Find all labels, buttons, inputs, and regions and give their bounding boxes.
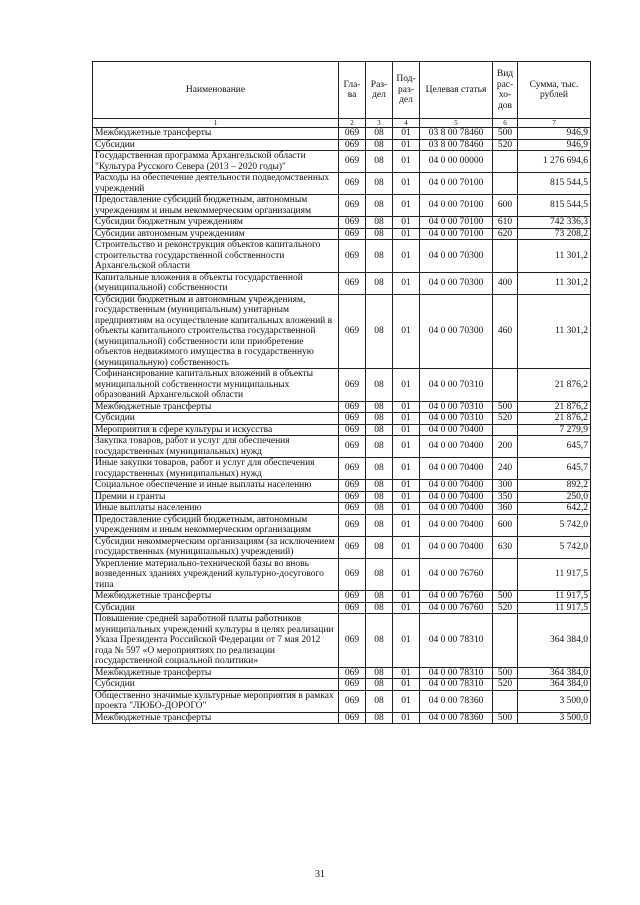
- cell-podrazdel: 01: [393, 591, 420, 603]
- cell-summa: 11 917,5: [518, 591, 591, 603]
- cell-razdel: 08: [366, 217, 393, 229]
- cell-razdel: 08: [366, 679, 393, 691]
- column-number: 7: [518, 119, 591, 128]
- cell-statya: 04 0 00 70100: [420, 228, 493, 240]
- cell-razdel: 08: [366, 272, 393, 294]
- cell-razdel: 08: [366, 480, 393, 492]
- cell-vid: 500: [493, 712, 518, 724]
- cell-podrazdel: 01: [393, 151, 420, 173]
- cell-glava: 069: [339, 480, 366, 492]
- table-row: [93, 128, 591, 140]
- table-row: [93, 667, 591, 679]
- cell-statya: 04 0 00 78360: [420, 690, 493, 712]
- cell-glava: 069: [339, 712, 366, 724]
- cell-podrazdel: 01: [393, 424, 420, 436]
- cell-glava: 069: [339, 228, 366, 240]
- header-statya: Целевая статья: [420, 62, 493, 119]
- budget-table-page: [92, 61, 590, 724]
- cell-podrazdel: 01: [393, 195, 420, 217]
- cell-name: Межбюджетные трансферты: [93, 712, 339, 724]
- cell-podrazdel: 01: [393, 503, 420, 515]
- cell-razdel: 08: [366, 458, 393, 480]
- table-row: [93, 217, 591, 229]
- cell-razdel: 08: [366, 614, 393, 668]
- table-row: [93, 195, 591, 217]
- table-row: [93, 228, 591, 240]
- cell-summa: 892,2: [518, 480, 591, 492]
- header-name: Наименование: [93, 62, 339, 119]
- header-glava: Гла-ва: [339, 62, 366, 119]
- cell-statya: 04 0 00 70310: [420, 369, 493, 402]
- table-header-row: [93, 62, 591, 119]
- cell-statya: 04 0 00 76760: [420, 602, 493, 614]
- cell-podrazdel: 01: [393, 667, 420, 679]
- cell-summa: 364 384,0: [518, 614, 591, 668]
- cell-statya: 04 0 00 70300: [420, 272, 493, 294]
- table-row: [93, 240, 591, 273]
- cell-summa: 364 384,0: [518, 667, 591, 679]
- cell-name: Межбюджетные трансферты: [93, 667, 339, 679]
- cell-glava: 069: [339, 195, 366, 217]
- cell-summa: 250,0: [518, 491, 591, 503]
- cell-podrazdel: 01: [393, 294, 420, 369]
- cell-vid: 520: [493, 413, 518, 425]
- cell-statya: 04 0 00 70300: [420, 240, 493, 273]
- cell-name: Предоставление субсидий бюджетным, автономным учреждениям и иным некоммерческим организациям: [93, 195, 339, 217]
- cell-summa: 11 301,2: [518, 294, 591, 369]
- table-row: [93, 602, 591, 614]
- cell-name: Расходы на обеспечение деятельности подведомственных учреждений: [93, 173, 339, 195]
- cell-summa: 742 336,3: [518, 217, 591, 229]
- cell-glava: 069: [339, 369, 366, 402]
- table-row: [93, 503, 591, 515]
- table-row: [93, 679, 591, 691]
- cell-vid: [493, 369, 518, 402]
- cell-vid: 520: [493, 139, 518, 151]
- table-row: [93, 690, 591, 712]
- cell-statya: 04 0 00 70310: [420, 413, 493, 425]
- cell-glava: 069: [339, 614, 366, 668]
- cell-summa: 21 876,2: [518, 401, 591, 413]
- cell-statya: 04 0 00 70100: [420, 195, 493, 217]
- cell-summa: 3 500,0: [518, 690, 591, 712]
- cell-podrazdel: 01: [393, 240, 420, 273]
- cell-name: Межбюджетные трансферты: [93, 401, 339, 413]
- cell-name: Мероприятия в сфере культуры и искусства: [93, 424, 339, 436]
- cell-glava: 069: [339, 294, 366, 369]
- cell-podrazdel: 01: [393, 480, 420, 492]
- cell-statya: 04 0 00 70400: [420, 436, 493, 458]
- cell-summa: 815 544,5: [518, 195, 591, 217]
- cell-vid: [493, 690, 518, 712]
- header-podrazdel: Под-раз-дел: [393, 62, 420, 119]
- cell-glava: 069: [339, 413, 366, 425]
- cell-razdel: 08: [366, 424, 393, 436]
- cell-podrazdel: 01: [393, 436, 420, 458]
- header-vid: Вид рас-хо-дов: [493, 62, 518, 119]
- cell-statya: 04 0 00 70400: [420, 424, 493, 436]
- cell-summa: 645,7: [518, 436, 591, 458]
- table-row: [93, 514, 591, 536]
- cell-glava: 069: [339, 602, 366, 614]
- cell-name: Укрепление материально-технической базы во вновь возведенных зданиях учреждений культурно-досугового типа: [93, 558, 339, 591]
- header-razdel: Раз-дел: [366, 62, 393, 119]
- table-row: [93, 173, 591, 195]
- cell-summa: 946,9: [518, 139, 591, 151]
- table-row: [93, 591, 591, 603]
- cell-name: Иные выплаты населению: [93, 503, 339, 515]
- cell-vid: [493, 558, 518, 591]
- cell-vid: 360: [493, 503, 518, 515]
- cell-vid: 620: [493, 228, 518, 240]
- cell-glava: 069: [339, 151, 366, 173]
- cell-name: Премии и гранты: [93, 491, 339, 503]
- cell-podrazdel: 01: [393, 712, 420, 724]
- cell-razdel: 08: [366, 436, 393, 458]
- cell-vid: 500: [493, 667, 518, 679]
- cell-glava: 069: [339, 139, 366, 151]
- cell-summa: 21 876,2: [518, 369, 591, 402]
- cell-vid: 520: [493, 679, 518, 691]
- cell-summa: 11 301,2: [518, 272, 591, 294]
- cell-vid: 350: [493, 491, 518, 503]
- cell-statya: 04 0 00 70100: [420, 217, 493, 229]
- column-number: 2: [339, 119, 366, 128]
- cell-name: Капитальные вложения в объекты государственной (муниципальной) собственности: [93, 272, 339, 294]
- cell-name: Субсидии: [93, 139, 339, 151]
- cell-vid: 600: [493, 514, 518, 536]
- cell-name: Предоставление субсидий бюджетным, автономным учреждениям и иным некоммерческим организациям: [93, 514, 339, 536]
- cell-name: Субсидии: [93, 413, 339, 425]
- cell-summa: 946,9: [518, 128, 591, 140]
- column-number: 5: [420, 119, 493, 128]
- table-row: [93, 401, 591, 413]
- cell-glava: 069: [339, 591, 366, 603]
- cell-vid: [493, 173, 518, 195]
- cell-glava: 069: [339, 458, 366, 480]
- cell-razdel: 08: [366, 294, 393, 369]
- cell-glava: 069: [339, 690, 366, 712]
- cell-summa: 21 876,2: [518, 413, 591, 425]
- cell-podrazdel: 01: [393, 128, 420, 140]
- cell-summa: 7 279,9: [518, 424, 591, 436]
- cell-vid: 630: [493, 536, 518, 558]
- column-number: 1: [93, 119, 339, 128]
- cell-summa: 3 500,0: [518, 712, 591, 724]
- cell-statya: 04 0 00 70400: [420, 491, 493, 503]
- table-row: [93, 294, 591, 369]
- cell-razdel: 08: [366, 413, 393, 425]
- cell-razdel: 08: [366, 514, 393, 536]
- cell-podrazdel: 01: [393, 536, 420, 558]
- cell-glava: 069: [339, 173, 366, 195]
- cell-summa: 642,2: [518, 503, 591, 515]
- cell-razdel: 08: [366, 503, 393, 515]
- cell-statya: 04 0 00 78310: [420, 667, 493, 679]
- cell-summa: 5 742,0: [518, 514, 591, 536]
- cell-glava: 069: [339, 679, 366, 691]
- cell-glava: 069: [339, 503, 366, 515]
- cell-statya: 03 8 00 78460: [420, 128, 493, 140]
- cell-glava: 069: [339, 436, 366, 458]
- cell-statya: 04 0 00 00000: [420, 151, 493, 173]
- column-number: 3: [366, 119, 393, 128]
- cell-podrazdel: 01: [393, 491, 420, 503]
- cell-name: Субсидии бюджетным и автономным учреждениям, государственным (муниципальным) унитарным предприятиям на осуществление капитальных вложений в объекты капитального строительства государственной (муниципальной) собственности или приобретение объектов недвижимого имущества в государственную (муниципальную) собственность: [93, 294, 339, 369]
- cell-glava: 069: [339, 558, 366, 591]
- cell-razdel: 08: [366, 536, 393, 558]
- cell-razdel: 08: [366, 558, 393, 591]
- cell-summa: 364 384,0: [518, 679, 591, 691]
- table-row: [93, 480, 591, 492]
- cell-statya: 04 0 00 76760: [420, 591, 493, 603]
- cell-razdel: 08: [366, 690, 393, 712]
- cell-podrazdel: 01: [393, 413, 420, 425]
- cell-vid: 200: [493, 436, 518, 458]
- cell-razdel: 08: [366, 228, 393, 240]
- cell-vid: 610: [493, 217, 518, 229]
- cell-razdel: 08: [366, 369, 393, 402]
- cell-name: Государственная программа Архангельской области "Культура Русского Севера (2013 – 2020 годы)": [93, 151, 339, 173]
- cell-vid: 300: [493, 480, 518, 492]
- column-numbers-row: [93, 119, 591, 128]
- cell-razdel: 08: [366, 602, 393, 614]
- table-row: [93, 424, 591, 436]
- cell-name: Субсидии: [93, 602, 339, 614]
- cell-vid: [493, 424, 518, 436]
- cell-razdel: 08: [366, 173, 393, 195]
- column-number: 4: [393, 119, 420, 128]
- cell-summa: 11 301,2: [518, 240, 591, 273]
- cell-vid: 500: [493, 591, 518, 603]
- cell-statya: 04 0 00 70400: [420, 503, 493, 515]
- cell-summa: 11 917,5: [518, 602, 591, 614]
- table-row: [93, 558, 591, 591]
- cell-vid: [493, 614, 518, 668]
- table-row: [93, 458, 591, 480]
- cell-razdel: 08: [366, 139, 393, 151]
- cell-vid: 240: [493, 458, 518, 480]
- cell-name: Строительство и реконструкция объектов капитального строительства государственной собственности Архангельской области: [93, 240, 339, 273]
- cell-name: Социальное обеспечение и иные выплаты населению: [93, 480, 339, 492]
- table-row: [93, 536, 591, 558]
- cell-glava: 069: [339, 128, 366, 140]
- cell-razdel: 08: [366, 591, 393, 603]
- cell-name: Межбюджетные трансферты: [93, 128, 339, 140]
- cell-statya: 04 0 00 70300: [420, 294, 493, 369]
- cell-podrazdel: 01: [393, 369, 420, 402]
- cell-glava: 069: [339, 667, 366, 679]
- table-body: [93, 128, 591, 724]
- cell-glava: 069: [339, 401, 366, 413]
- cell-razdel: 08: [366, 240, 393, 273]
- column-number: 6: [493, 119, 518, 128]
- cell-vid: 500: [493, 401, 518, 413]
- table-row: [93, 712, 591, 724]
- cell-vid: 500: [493, 128, 518, 140]
- table-row: [93, 151, 591, 173]
- cell-name: Общественно значимые культурные мероприятия в рамках проекта "ЛЮБО-ДОРОГО": [93, 690, 339, 712]
- cell-vid: 460: [493, 294, 518, 369]
- cell-glava: 069: [339, 217, 366, 229]
- cell-podrazdel: 01: [393, 679, 420, 691]
- cell-statya: 04 0 00 78310: [420, 679, 493, 691]
- page-number: 31: [315, 869, 325, 880]
- cell-statya: 04 0 00 76760: [420, 558, 493, 591]
- cell-podrazdel: 01: [393, 458, 420, 480]
- cell-summa: 645,7: [518, 458, 591, 480]
- table-row: [93, 614, 591, 668]
- cell-summa: 11 917,5: [518, 558, 591, 591]
- table-row: [93, 436, 591, 458]
- cell-name: Субсидии бюджетным учреждениям: [93, 217, 339, 229]
- table-row: [93, 272, 591, 294]
- cell-vid: 600: [493, 195, 518, 217]
- cell-vid: 400: [493, 272, 518, 294]
- cell-podrazdel: 01: [393, 228, 420, 240]
- cell-name: Субсидии: [93, 679, 339, 691]
- cell-podrazdel: 01: [393, 217, 420, 229]
- cell-podrazdel: 01: [393, 272, 420, 294]
- cell-podrazdel: 01: [393, 401, 420, 413]
- table-row: [93, 369, 591, 402]
- cell-podrazdel: 01: [393, 173, 420, 195]
- cell-razdel: 08: [366, 667, 393, 679]
- table-row: [93, 139, 591, 151]
- cell-razdel: 08: [366, 195, 393, 217]
- cell-glava: 069: [339, 272, 366, 294]
- cell-podrazdel: 01: [393, 558, 420, 591]
- cell-razdel: 08: [366, 151, 393, 173]
- cell-statya: 04 0 00 78360: [420, 712, 493, 724]
- cell-vid: 520: [493, 602, 518, 614]
- cell-statya: 04 0 00 70100: [420, 173, 493, 195]
- cell-summa: 815 544,5: [518, 173, 591, 195]
- cell-podrazdel: 01: [393, 514, 420, 536]
- cell-vid: [493, 151, 518, 173]
- cell-statya: 04 0 00 70400: [420, 458, 493, 480]
- cell-name: Повышение средней заработной платы работников муниципальных учреждений культуры в целях реализации Указа Президента Российской Федерации от 7 мая 2012 года № 597 «О мероприятиях по реализации государственной социальной политики»: [93, 614, 339, 668]
- cell-statya: 04 0 00 70400: [420, 480, 493, 492]
- cell-summa: 1 276 694,6: [518, 151, 591, 173]
- cell-glava: 069: [339, 240, 366, 273]
- cell-statya: 04 0 00 78310: [420, 614, 493, 668]
- cell-razdel: 08: [366, 712, 393, 724]
- cell-glava: 069: [339, 491, 366, 503]
- cell-razdel: 08: [366, 128, 393, 140]
- table-row: [93, 491, 591, 503]
- cell-podrazdel: 01: [393, 690, 420, 712]
- cell-name: Межбюджетные трансферты: [93, 591, 339, 603]
- cell-name: Субсидии некоммерческим организациям (за исключением государственных (муниципальных) учреждений): [93, 536, 339, 558]
- header-summa: Сумма, тыс. рублей: [518, 62, 591, 119]
- cell-glava: 069: [339, 536, 366, 558]
- cell-vid: [493, 240, 518, 273]
- cell-name: Иные закупки товаров, работ и услуг для обеспечения государственных (муниципальных) нужд: [93, 458, 339, 480]
- cell-name: Софинансирование капитальных вложений в объекты муниципальной собственности муниципальных образований Архангельской области: [93, 369, 339, 402]
- cell-podrazdel: 01: [393, 139, 420, 151]
- cell-summa: 73 208,2: [518, 228, 591, 240]
- cell-razdel: 08: [366, 401, 393, 413]
- cell-podrazdel: 01: [393, 602, 420, 614]
- table-row: [93, 413, 591, 425]
- cell-glava: 069: [339, 424, 366, 436]
- cell-statya: 04 0 00 70400: [420, 514, 493, 536]
- cell-name: Закупка товаров, работ и услуг для обеспечения государственных (муниципальных) нужд: [93, 436, 339, 458]
- cell-glava: 069: [339, 514, 366, 536]
- budget-table: [92, 61, 591, 724]
- cell-summa: 5 742,0: [518, 536, 591, 558]
- cell-statya: 04 0 00 70310: [420, 401, 493, 413]
- cell-razdel: 08: [366, 491, 393, 503]
- cell-name: Субсидии автономным учреждениям: [93, 228, 339, 240]
- cell-podrazdel: 01: [393, 614, 420, 668]
- cell-statya: 03 8 00 78460: [420, 139, 493, 151]
- cell-statya: 04 0 00 70400: [420, 536, 493, 558]
